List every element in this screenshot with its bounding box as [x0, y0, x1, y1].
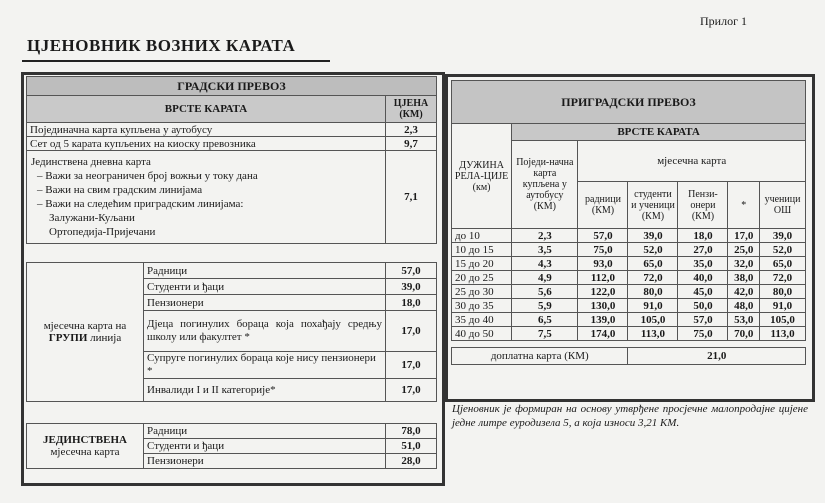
group-row-label: Пензионери: [144, 295, 386, 311]
table-row: [452, 313, 806, 327]
price-cell: 42,0: [728, 285, 760, 299]
table-row: [27, 123, 437, 137]
price-cell: 17,0: [728, 229, 760, 243]
single-row-price: 28,0: [386, 454, 437, 469]
price-cell: 70,0: [728, 327, 760, 341]
price-cell: 174,0: [578, 327, 628, 341]
distance-cell: до 10: [452, 229, 512, 243]
single-row-label: Студенти и ђаци: [144, 439, 386, 454]
price-cell: 45,0: [678, 285, 728, 299]
price-cell: 52,0: [628, 243, 678, 257]
col-ticket-types: ВРСТЕ КАРАТА: [512, 124, 806, 141]
distance-cell: 35 до 40: [452, 313, 512, 327]
list-item: – Важи за неограничен број вожњи у току дана: [49, 169, 381, 183]
single-monthly-table: [26, 423, 437, 469]
table-row: [452, 299, 806, 313]
price-cell: 57,0: [578, 229, 628, 243]
col-single-ticket: Поједи-начна карта купљена у аутобусу (КМ): [512, 141, 578, 229]
single-bus-price: 2,3: [386, 123, 437, 137]
price-cell: 27,0: [678, 243, 728, 257]
price-cell: 50,0: [678, 299, 728, 313]
price-cell: 2,3: [512, 229, 578, 243]
surcharge-label: доплатна карта (КМ): [452, 348, 628, 365]
price-cell: 91,0: [628, 299, 678, 313]
group-row-price: 17,0: [386, 379, 437, 402]
table-row: [27, 424, 437, 439]
col-workers: радници (КМ): [578, 182, 628, 229]
surcharge-value: 21,0: [628, 348, 806, 365]
price-cell: 25,0: [728, 243, 760, 257]
price-cell: 75,0: [678, 327, 728, 341]
group-row-price: 18,0: [386, 295, 437, 311]
col-pupils: ученици ОШ: [760, 182, 806, 229]
table-row: [452, 243, 806, 257]
page-title: ЦЈЕНОВНИК ВОЗНИХ КАРАТА: [27, 36, 296, 55]
table-row: [452, 229, 806, 243]
city-col-price: ЦЈЕНА (КМ): [386, 96, 437, 123]
price-cell: 4,9: [512, 271, 578, 285]
unified-price: 7,1: [386, 151, 437, 244]
price-cell: 40,0: [678, 271, 728, 285]
col-distance: ДУЖИНА РЕЛА-ЦИЈЕ (км): [452, 124, 512, 229]
price-cell: 93,0: [578, 257, 628, 271]
title-underline: [22, 60, 330, 62]
price-cell: 35,0: [678, 257, 728, 271]
price-cell: 105,0: [628, 313, 678, 327]
city-col-type: ВРСТЕ КАРАТА: [27, 96, 386, 123]
set-five-label: Сет од 5 карата купљених на киоску превозника: [27, 137, 386, 151]
set-five-price: 9,7: [386, 137, 437, 151]
annex-label: Прилог 1: [700, 14, 747, 28]
group-row-label: Студенти и ђаци: [144, 279, 386, 295]
distance-cell: 40 до 50: [452, 327, 512, 341]
price-cell: 75,0: [578, 243, 628, 257]
single-monthly-label: ЈЕДИНСТВЕНА мјесечна карта: [27, 424, 144, 469]
price-cell: 72,0: [628, 271, 678, 285]
unified-line-1: Залужани-Куљани: [49, 212, 135, 224]
price-cell: 52,0: [760, 243, 806, 257]
price-cell: 105,0: [760, 313, 806, 327]
price-cell: 38,0: [728, 271, 760, 285]
price-cell: 4,3: [512, 257, 578, 271]
group-row-label: Супруге погинулих бораца које нису пензионери *: [144, 352, 386, 379]
group-row-price: 39,0: [386, 279, 437, 295]
single-row-price: 51,0: [386, 439, 437, 454]
group-monthly-table: [26, 262, 437, 402]
price-cell: 72,0: [760, 271, 806, 285]
price-cell: 48,0: [728, 299, 760, 313]
price-cell: 113,0: [760, 327, 806, 341]
col-monthly: мјесечна карта: [578, 141, 806, 182]
price-cell: 32,0: [728, 257, 760, 271]
unified-day-card: [27, 151, 386, 244]
price-cell: 80,0: [760, 285, 806, 299]
table-row: [27, 263, 437, 279]
table-row: [27, 137, 437, 151]
group-row-label: Инвалиди I и II категорије*: [144, 379, 386, 402]
group-row-label: Радници: [144, 263, 386, 279]
table-row: [452, 257, 806, 271]
single-row-label: Радници: [144, 424, 386, 439]
price-cell: 57,0: [678, 313, 728, 327]
group-row-price: 17,0: [386, 311, 437, 352]
surcharge-row: [452, 348, 806, 365]
distance-cell: 20 до 25: [452, 271, 512, 285]
price-cell: 112,0: [578, 271, 628, 285]
col-pensioners: Пензи-онери (КМ): [678, 182, 728, 229]
price-cell: 53,0: [728, 313, 760, 327]
single-row-label: Пензионери: [144, 454, 386, 469]
list-item: – Важи на следећим приградским линијама:: [49, 197, 381, 211]
distance-cell: 30 до 35: [452, 299, 512, 313]
group-row-price: 57,0: [386, 263, 437, 279]
price-cell: 80,0: [628, 285, 678, 299]
group-row-label: Дјеца погинулих бораца која похађају средњу школу или факултет *: [144, 311, 386, 352]
table-row: [452, 285, 806, 299]
distance-cell: 25 до 30: [452, 285, 512, 299]
list-item: – Важи на свим градским линијама: [49, 183, 381, 197]
price-cell: 65,0: [760, 257, 806, 271]
table-row: [452, 271, 806, 285]
price-cell: 39,0: [628, 229, 678, 243]
table-row: [452, 327, 806, 341]
price-footnote: Цјеновник је формиран на основу утврђене просјечне малопродајне цијене једне литре еуродизела 5, а која износи 3,21 КМ.: [452, 403, 808, 429]
price-cell: 5,9: [512, 299, 578, 313]
price-cell: 39,0: [760, 229, 806, 243]
price-cell: 65,0: [628, 257, 678, 271]
price-cell: 113,0: [628, 327, 678, 341]
price-cell: 3,5: [512, 243, 578, 257]
table-row: [27, 151, 437, 244]
price-cell: 18,0: [678, 229, 728, 243]
price-cell: 122,0: [578, 285, 628, 299]
price-cell: 139,0: [578, 313, 628, 327]
price-cell: 7,5: [512, 327, 578, 341]
suburban-transport-table: [451, 80, 806, 365]
price-cell: 6,5: [512, 313, 578, 327]
unified-line-2: Ортопедија-Пријечани: [49, 226, 156, 238]
group-monthly-label: мјесечна карта на ГРУПИ линија: [27, 263, 144, 402]
price-cell: 5,6: [512, 285, 578, 299]
unified-conditions: [31, 169, 381, 211]
distance-cell: 10 до 15: [452, 243, 512, 257]
unified-label: Јединствена дневна карта: [31, 156, 151, 168]
price-cell: 91,0: [760, 299, 806, 313]
single-row-price: 78,0: [386, 424, 437, 439]
col-star: *: [728, 182, 760, 229]
distance-cell: 15 до 20: [452, 257, 512, 271]
col-students: студенти и ученици (КМ): [628, 182, 678, 229]
city-heading: ГРАДСКИ ПРЕВОЗ: [27, 77, 437, 96]
city-transport-table: [26, 76, 437, 244]
single-bus-label: Појединачна карта купљена у аутобусу: [27, 123, 386, 137]
suburban-heading: ПРИГРАДСКИ ПРЕВОЗ: [452, 81, 806, 124]
price-cell: 130,0: [578, 299, 628, 313]
group-row-price: 17,0: [386, 352, 437, 379]
